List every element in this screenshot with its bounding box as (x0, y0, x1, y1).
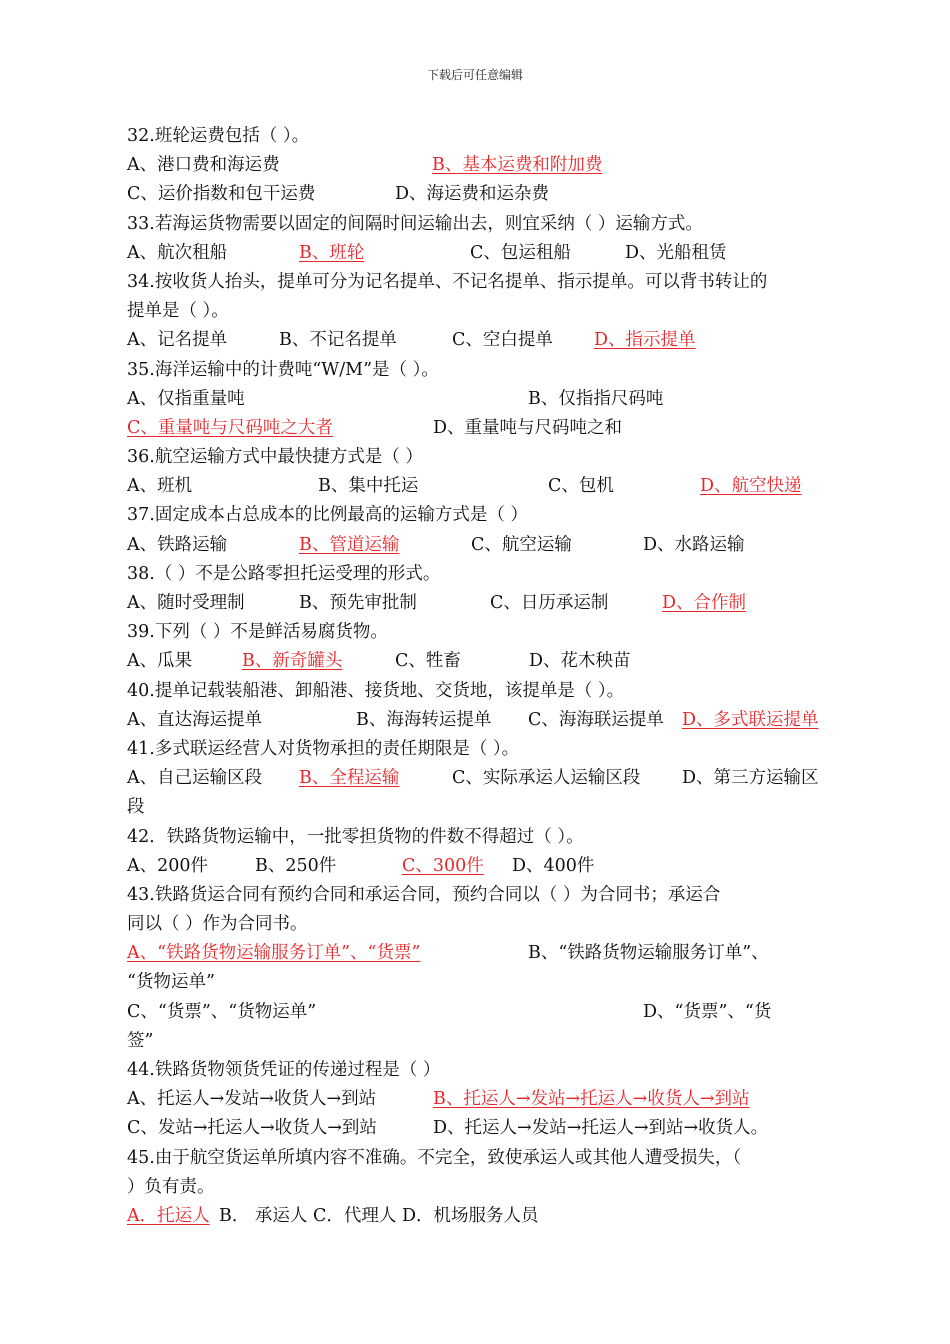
question-stem-text: 43.铁路货运合同有预约合同和承运合同，预约合同以（ ）为合同书；承运合 (127, 884, 721, 905)
answer-option: B、托运人→发站→托运人→收货人→到站 (433, 1089, 750, 1110)
option: A、瓜果 (127, 651, 193, 672)
question-stem-cont-text: ）负有责。 (127, 1176, 215, 1197)
option: D、第三方运输区 (682, 768, 819, 789)
option: A、仅指重量吨 (127, 388, 245, 409)
option-row (127, 385, 827, 414)
option: C、航空运输 (471, 534, 572, 555)
option-row (127, 326, 827, 355)
question-stem-text: 37.固定成本占总成本的比例最高的运输方式是（ ） (127, 505, 528, 526)
option: B、“铁路货物运输服务订单”、 (528, 943, 769, 964)
option: C、牲畜 (395, 651, 461, 672)
question-stem (127, 268, 827, 297)
option: A、铁路运输 (127, 534, 228, 555)
option-row (127, 180, 827, 209)
question-stem-cont-text: 同以（ ）作为合同书。 (127, 914, 308, 935)
answer-option: B、新奇罐头 (242, 651, 343, 672)
question-stem (127, 122, 827, 151)
option-row (127, 1114, 827, 1143)
option: D、光船租赁 (625, 242, 727, 263)
question-stem (127, 501, 827, 530)
question-stem-text: 45.由于航空货运单所填内容不准确。不完全，致使承运人或其他人遭受损失，（ (127, 1147, 742, 1168)
question-stem (127, 1144, 827, 1173)
option: D、400件 (512, 855, 595, 876)
option: C、发站→托运人→收货人→到站 (127, 1118, 377, 1139)
option: C、实际承运人运输区段 (452, 768, 641, 789)
option: B、海海转运提单 (356, 709, 492, 730)
question-stem (127, 618, 827, 647)
option: A、直达海运提单 (127, 709, 263, 730)
option: A、自己运输区段 (127, 768, 263, 789)
question-stem-text: 42．铁路货物运输中，一批零担货物的件数不得超过（ ）。 (127, 826, 584, 847)
option-row (127, 647, 827, 676)
option: C、空白提单 (452, 330, 553, 351)
option: B、集中托运 (318, 476, 419, 497)
question-stem (127, 356, 827, 385)
answer-option: A、“铁路货物运输服务订单”、“货票” (127, 943, 421, 964)
answer-option: D、航空快递 (700, 476, 802, 497)
option: B、仅指指尺码吨 (528, 388, 664, 409)
answer-option: D、合作制 (662, 593, 747, 613)
answer-option: D、指示提单 (594, 330, 696, 351)
question-stem-text: 33.若海运货物需要以固定的间隔时间运输出去，则宜采纳（ ）运输方式。 (127, 213, 703, 234)
option-row (127, 414, 827, 443)
option-row (127, 151, 827, 180)
option: A、记名提单 (127, 330, 228, 351)
question-stem (127, 443, 827, 472)
option-wrap (127, 1027, 827, 1056)
option: B． 承运人 C．代理人 D．机场服务人员 (219, 1205, 539, 1226)
option: D、花木秧苗 (529, 651, 631, 672)
option: A、200件 (127, 855, 209, 876)
question-list (127, 122, 827, 1231)
option-wrap (127, 793, 827, 822)
question-stem-cont (127, 1173, 827, 1202)
question-stem-text: 34.按收货人抬头，提单可分为记名提单、不记名提单、指示提单。可以背书转让的 (127, 271, 768, 292)
question-stem (127, 677, 827, 706)
option-row (127, 239, 827, 268)
option: A、班机 (127, 476, 193, 497)
answer-option: A．托运人 (127, 1205, 210, 1226)
option: A、港口费和海运费 (127, 155, 280, 176)
question-stem (127, 1056, 827, 1085)
question-stem-text: 44.铁路货物领货凭证的传递过程是（ ） (127, 1060, 441, 1080)
option-row (127, 589, 827, 618)
option: D、重量吨与尺码吨之和 (433, 417, 623, 438)
option-wrap-text: “货物运单” (127, 972, 215, 993)
option: A、托运人→发站→收货人→到站 (127, 1089, 377, 1110)
question-stem-text: 40.提单记载装船港、卸船港、接货地、交货地，该提单是（ ）。 (127, 680, 625, 701)
option-row (127, 531, 827, 560)
option-wrap-text: 段 (127, 797, 145, 818)
question-stem-cont (127, 910, 827, 939)
option: C、日历承运制 (490, 593, 609, 613)
option-row (127, 939, 827, 968)
option-row (127, 472, 827, 501)
option: B、不记名提单 (279, 330, 397, 351)
question-stem (127, 881, 827, 910)
page-header: 下载后可任意编辑 (426, 68, 523, 82)
option: D、托运人→发站→托运人→到站→收货人。 (433, 1118, 769, 1139)
question-stem-text: 39.下列（ ）不是鲜活易腐货物。 (127, 622, 388, 643)
option: D、水路运输 (643, 534, 745, 555)
option: C、运价指数和包干运费 (127, 184, 316, 205)
option: A、航次租船 (127, 242, 228, 263)
question-stem-text: 41.多式联运经营人对货物承担的责任期限是（ ）。 (127, 738, 520, 759)
answer-option: B、全程运输 (299, 768, 400, 789)
option-row (127, 706, 827, 735)
option: D、“货票”、“货 (643, 1001, 772, 1022)
option-row (127, 998, 827, 1027)
question-stem (127, 560, 827, 589)
answer-option: C、300件 (402, 855, 484, 876)
option: C、“货票”、“货物运单” (127, 1001, 317, 1022)
option: C、包机 (548, 476, 614, 497)
question-stem-text: 38.（ ）不是公路零担托运受理的形式。 (127, 563, 441, 584)
answer-option: B、基本运费和附加费 (432, 155, 603, 176)
option-row (127, 852, 827, 881)
option-row (127, 1085, 827, 1114)
question-stem-text: 35.海洋运输中的计费吨“W/M”是（ ）。 (127, 359, 439, 380)
option: C、包运租船 (470, 242, 571, 263)
option: B、预先审批制 (299, 593, 417, 613)
question-stem-cont (127, 297, 827, 326)
answer-option: D、多式联运提单 (682, 709, 819, 730)
option: C、海海联运提单 (528, 709, 664, 730)
option: B、250件 (255, 855, 337, 876)
option: D、海运费和运杂费 (395, 184, 550, 205)
question-stem (127, 210, 827, 239)
question-stem (127, 735, 827, 764)
option-wrap-text: 签” (127, 1030, 154, 1051)
option-row (127, 1202, 827, 1231)
answer-option: C、重量吨与尺码吨之大者 (127, 417, 333, 438)
question-stem-text: 36.航空运输方式中最快捷方式是（ ） (127, 447, 423, 468)
option-wrap (127, 968, 827, 997)
answer-option: B、班轮 (299, 242, 365, 263)
question-stem (127, 823, 827, 852)
question-stem-text: 32.班轮运费包括（ ）。 (127, 126, 310, 146)
option-row (127, 764, 827, 793)
option: A、随时受理制 (127, 593, 245, 613)
question-stem-cont-text: 提单是（ ）。 (127, 301, 229, 322)
answer-option: B、管道运输 (299, 534, 400, 555)
